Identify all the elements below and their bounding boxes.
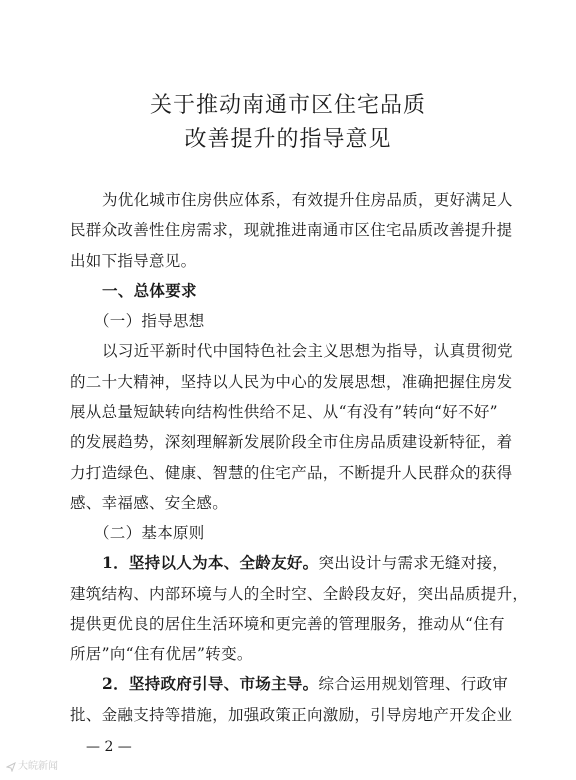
guiding-line: 力打造绿色、健康、智慧的住宅产品，不断提升人民群众的获得 — [70, 464, 513, 482]
subsection-heading: （一）指导思想 — [94, 312, 205, 330]
watermark — [6, 760, 58, 774]
section-heading: 一、总体要求 — [102, 282, 197, 300]
principle-1-text: 突出设计与需求无缝对接， — [318, 554, 509, 572]
principle-2-line: 批、金融支持等措施，加强政策正向激励，引导房地产开发企业 — [70, 706, 513, 724]
principle-1-first-line — [102, 553, 508, 573]
paper-plane-icon — [6, 762, 16, 772]
document-title-line-1: 关于推动南通市区住宅品质 — [149, 93, 426, 118]
intro-line: 民群众改善性住房需求，现就推进南通市区住宅品质改善提升提 — [70, 221, 513, 239]
intro-line: 为优化城市住房供应体系，有效提升住房品质，更好满足人 — [102, 191, 513, 209]
guiding-line: 展从总量短缺转向结构性供给不足、从“有没有”转向“好不好” — [70, 403, 498, 421]
guiding-line: 的发展趋势，深刻理解新发展阶段全市住房品质建设新特征，着 — [70, 433, 513, 451]
watermark-text: 大皖新闻 — [18, 761, 58, 772]
document-title-line-2: 改善提升的指导意见 — [184, 127, 392, 152]
principle-1-line: 建筑结构、内部环境与人的全时空、全龄段友好，突出品质提升， — [70, 585, 529, 603]
principle-2-first-line — [102, 674, 508, 694]
principle-2-lead: 2．坚持政府引导、市场主导。 — [102, 674, 319, 693]
page-number: — 2 — — [86, 739, 132, 755]
subsection-heading: （二）基本原则 — [94, 524, 205, 542]
guiding-line: 的二十大精神，坚持以人民为中心的发展思想，准确把握住房发 — [70, 373, 513, 391]
principle-1-lead: 1．坚持以人为本、全龄友好。 — [102, 553, 319, 572]
principle-1-line: 所居”向“住有优居”转变。 — [70, 645, 253, 663]
guiding-line: 以习近平新时代中国特色社会主义思想为指导，认真贯彻党 — [102, 342, 513, 360]
guiding-line: 感、幸福感、安全感。 — [70, 494, 229, 512]
principle-1-line: 提供更优良的居住生活环境和更完善的管理服务，推动从“住有 — [70, 615, 505, 633]
intro-line: 出如下指导意见。 — [70, 252, 197, 270]
principle-2-text: 综合运用规划管理、行政审 — [318, 675, 509, 693]
